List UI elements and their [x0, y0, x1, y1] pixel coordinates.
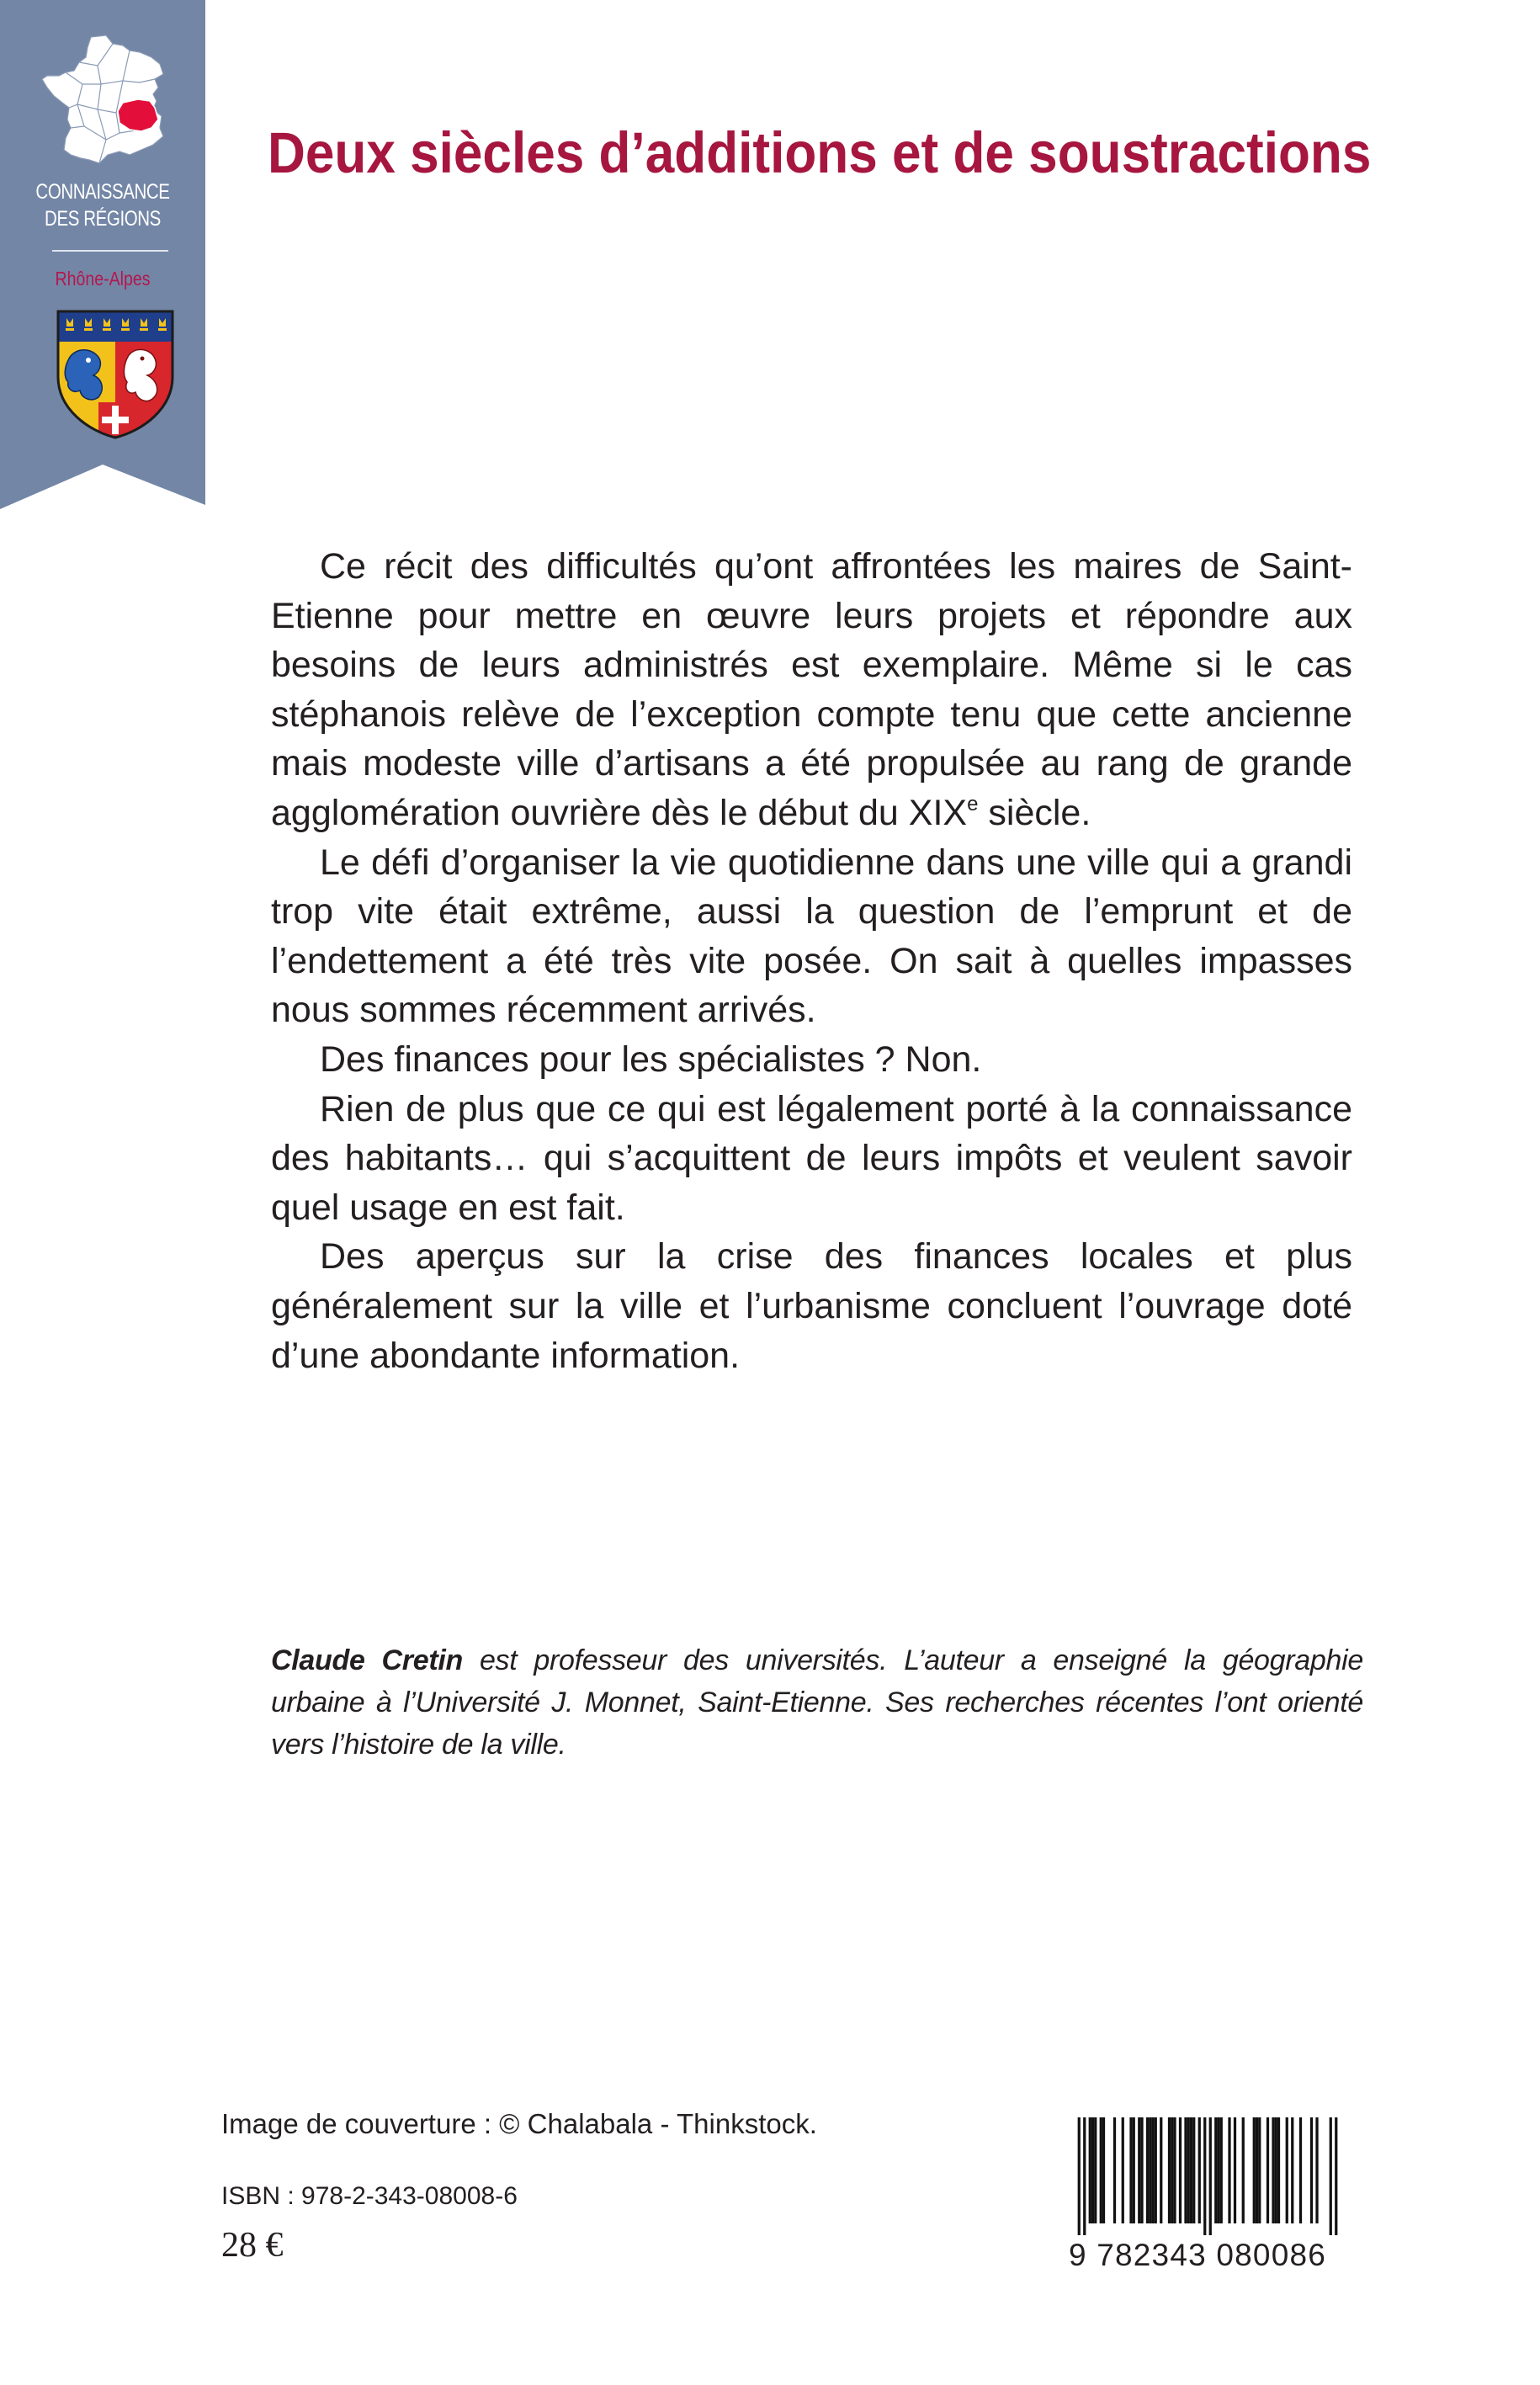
blurb-paragraph-1-end: siècle. — [978, 792, 1091, 833]
book-title: Deux siècles d’additions et de soustractions — [268, 120, 1372, 185]
barcode-bars — [1054, 2117, 1341, 2237]
barcode-bar — [1149, 2117, 1151, 2223]
price: 28 € — [221, 2226, 284, 2265]
banner-divider — [52, 250, 168, 252]
series-banner — [0, 0, 205, 509]
barcode-bar — [1192, 2117, 1195, 2223]
series-name-line-1: CONNAISSANCE — [35, 180, 170, 204]
barcode-bar — [1286, 2117, 1288, 2223]
barcode-bar — [1275, 2117, 1277, 2223]
barcode-bar — [1160, 2117, 1162, 2223]
barcode-bar — [1083, 2117, 1086, 2235]
blurb-paragraph-5: Des aperçus sur la crise des finances locales et plus généralement sur la ville et l’urbanisme concluent l’ouvrage doté d’une abondante information. — [271, 1236, 1352, 1376]
barcode-bar — [1140, 2117, 1143, 2223]
region-label: Rhône-Alpes — [55, 268, 151, 289]
barcode-bar — [1179, 2117, 1182, 2223]
blurb-paragraph-1-text: Ce récit des difficultés qu’ont affrontées les maires de Saint-Etienne pour mettre en œuvre leurs projets et répondre aux besoins de leurs administrés est exemplaire. Même si le cas stéphanois relève de l’exception compte tenu que cette ancienne mais modeste ville d’artisans a été propulsée au rang de grande agglomération ouvrière dès le début du XIX — [271, 546, 1352, 833]
isbn: ISBN : 978-2-343-08008-6 — [221, 2182, 518, 2210]
barcode-bar — [1094, 2117, 1097, 2223]
barcode-bar — [1187, 2117, 1190, 2223]
barcode-bar — [1330, 2117, 1332, 2235]
isbn-barcode — [1054, 2117, 1341, 2277]
barcode-bar — [1138, 2117, 1140, 2223]
barcode-bar — [1091, 2117, 1094, 2223]
barcode-bar — [1228, 2117, 1230, 2223]
barcode-bar — [1258, 2117, 1261, 2223]
century-superscript: e — [967, 792, 979, 815]
france-map-icon — [35, 32, 172, 168]
barcode-bar — [1133, 2117, 1135, 2223]
blurb-paragraph-2: Le défi d’organiser la vie quotidienne dans une ville qui a grandi trop vite était extrême, aussi la question de l’emprunt et de l’endettement a été très vite posée. On sait à quelles impasses nous sommes récemment arrivés. — [271, 842, 1352, 1031]
barcode-bar — [1155, 2117, 1157, 2223]
barcode-bar — [1234, 2117, 1236, 2223]
barcode-bar — [1217, 2117, 1219, 2223]
barcode-bar — [1277, 2117, 1280, 2223]
barcode-bar — [1272, 2117, 1274, 2223]
barcode-bar — [1173, 2117, 1176, 2223]
barcode-digits: 9 782343 080086 — [1068, 2238, 1327, 2272]
barcode-bar — [1089, 2117, 1091, 2223]
barcode-bar — [1291, 2117, 1293, 2223]
barcode-bar — [1299, 2117, 1302, 2223]
blurb-paragraph-1 — [271, 542, 1352, 838]
barcode-bar — [1267, 2117, 1269, 2223]
barcode-bar — [1190, 2117, 1192, 2223]
barcode-bar — [1168, 2117, 1171, 2223]
barcode-bar — [1078, 2117, 1081, 2235]
barcode-bar — [1209, 2117, 1212, 2235]
author-bio-text: est professeur des universités. L’auteur a enseigné la géographie urbaine à l’Université J. Monnet, Saint-Etienne. Ses recherches récentes l’ont orienté vers l’histoire de la ville. — [271, 1644, 1363, 1761]
author-name: Claude Cretin — [271, 1644, 463, 1676]
barcode-bar — [1146, 2117, 1149, 2223]
rhone-alpes-coat-of-arms-icon — [55, 308, 176, 441]
barcode-bar — [1100, 2117, 1102, 2223]
barcode-bar — [1220, 2117, 1223, 2223]
barcode-bar — [1242, 2117, 1245, 2223]
barcode-bar — [1256, 2117, 1258, 2223]
barcode-bar — [1129, 2117, 1132, 2223]
barcode-bar — [1335, 2117, 1337, 2235]
blurb-paragraph-4: Rien de plus que ce qui est légalement porté à la connaissance des habitants… qui s’acquittent de leurs impôts et veulent savoir quel usage en est fait. — [271, 1088, 1352, 1228]
barcode-bar — [1310, 2117, 1313, 2223]
blurb-paragraph-3: Des finances pour les spécialistes ? Non. — [320, 1038, 982, 1080]
barcode-bar — [1214, 2117, 1217, 2223]
series-name — [19, 178, 187, 232]
barcode-bar — [1203, 2117, 1206, 2235]
barcode-bar — [1102, 2117, 1105, 2223]
series-name-line-2: DES RÉGIONS — [45, 207, 161, 231]
back-cover-blurb — [271, 542, 1352, 1380]
cover-image-credit: Image de couverture : © Chalabala - Thinkstock. — [221, 2108, 817, 2139]
author-bio — [271, 1639, 1363, 1766]
barcode-bar — [1113, 2117, 1116, 2223]
barcode-bar — [1171, 2117, 1173, 2223]
barcode-bar — [1122, 2117, 1124, 2223]
barcode-bar — [1315, 2117, 1318, 2223]
barcode-bar — [1184, 2117, 1187, 2223]
barcode-bar — [1198, 2117, 1201, 2223]
barcode-bar — [1151, 2117, 1154, 2223]
barcode-bar — [1253, 2117, 1256, 2223]
